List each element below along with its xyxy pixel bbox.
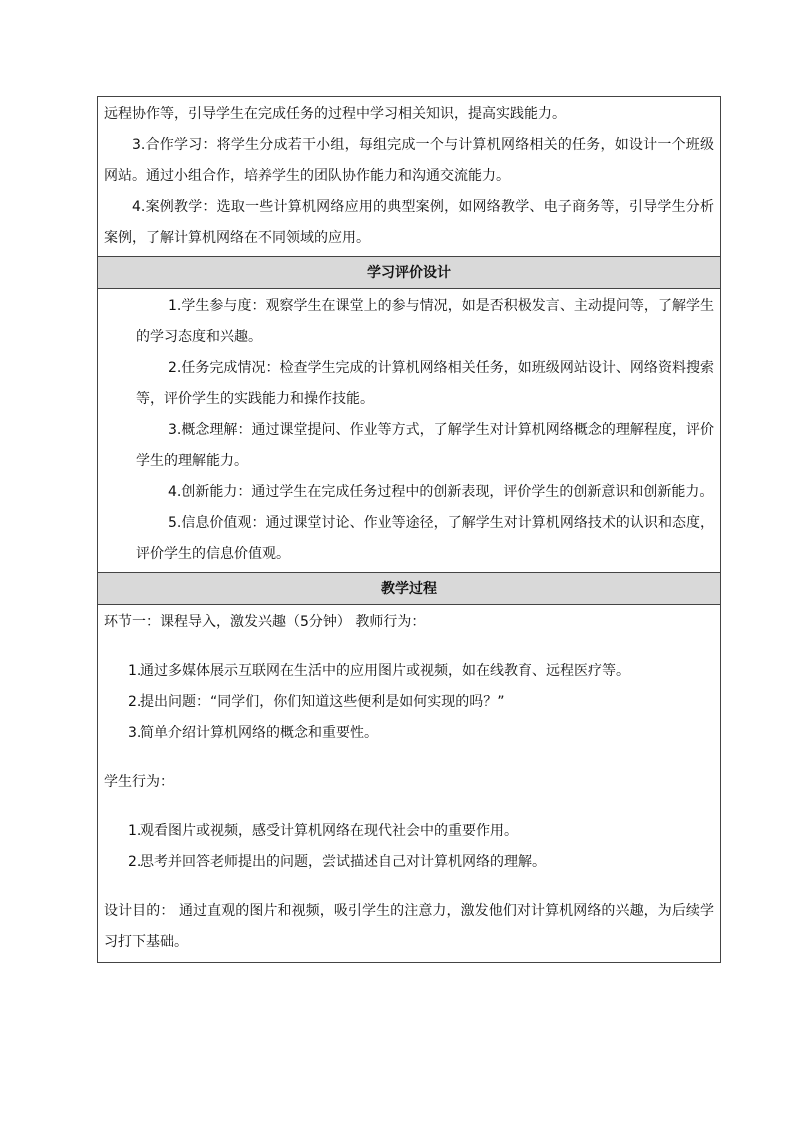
student-label: 学生行为：: [104, 774, 174, 790]
process-cell: [98, 604, 720, 962]
list-item: 2. 思考并回答老师提出的问题，尝试描述自己对计算机网络的理解。: [128, 854, 546, 870]
evaluation-item: 1.学生参与度：观察学生在课堂上的参与情况，如是否积极发言、主动提问等，了解学生的学习态度和兴趣。: [136, 298, 714, 345]
list-item: 1. 通过多媒体展示互联网在生活中的应用图片或视频，如在线教育、远程医疗等。: [128, 663, 630, 679]
evaluation-cell: [98, 288, 720, 572]
list-item: 3. 简单介绍计算机网络的概念和重要性。: [128, 725, 378, 741]
teacher-actions-list: [98, 656, 720, 749]
segment-title: 环节一：课程导入，激发兴趣（5分钟） 教师行为：: [104, 614, 426, 630]
evaluation-item: 3.概念理解：通过课堂提问、作业等方式，了解学生对计算机网络概念的理解程度，评价学生的理解能力。: [136, 422, 714, 469]
evaluation-item: 5.信息价值观：通过课堂讨论、作业等途径，了解学生对计算机网络技术的认识和态度，评价学生的信息价值观。: [136, 515, 714, 562]
list-item: 1. 观看图片或视频，感受计算机网络在现代社会中的重要作用。: [128, 823, 518, 839]
intro-continuation: 远程协作等，引导学生在完成任务的过程中学习相关知识，提高实践能力。: [104, 106, 566, 122]
process-header: 教学过程: [98, 572, 720, 604]
evaluation-item: 4.创新能力：通过学生在完成任务过程中的创新表现，评价学生的创新意识和创新能力。: [168, 484, 714, 500]
evaluation-header: 学习评价设计: [98, 256, 720, 288]
evaluation-item: 2.任务完成情况：检查学生完成的计算机网络相关任务，如班级网站设计、网络资料搜索等，评价学生的实践能力和操作技能。: [136, 360, 714, 407]
method-item: 4.案例教学：选取一些计算机网络应用的典型案例，如网络教学、电子商务等，引导学生分析案例，了解计算机网络在不同领域的应用。: [104, 199, 714, 246]
student-actions-list: [98, 816, 720, 878]
list-item: 2. 提出问题：“同学们，你们知道这些便利是如何实现的吗？”: [128, 694, 505, 710]
method-item: 3.合作学习：将学生分成若干小组，每组完成一个与计算机网络相关的任务，如设计一个班级网站。通过小组合作，培养学生的团队协作能力和沟通交流能力。: [104, 137, 714, 184]
design-purpose: 设计目的： 通过直观的图片和视频，吸引学生的注意力，激发他们对计算机网络的兴趣，为后续学习打下基础。: [104, 903, 714, 950]
teaching-methods-cell: [98, 97, 720, 256]
lesson-plan-table: [97, 96, 721, 963]
